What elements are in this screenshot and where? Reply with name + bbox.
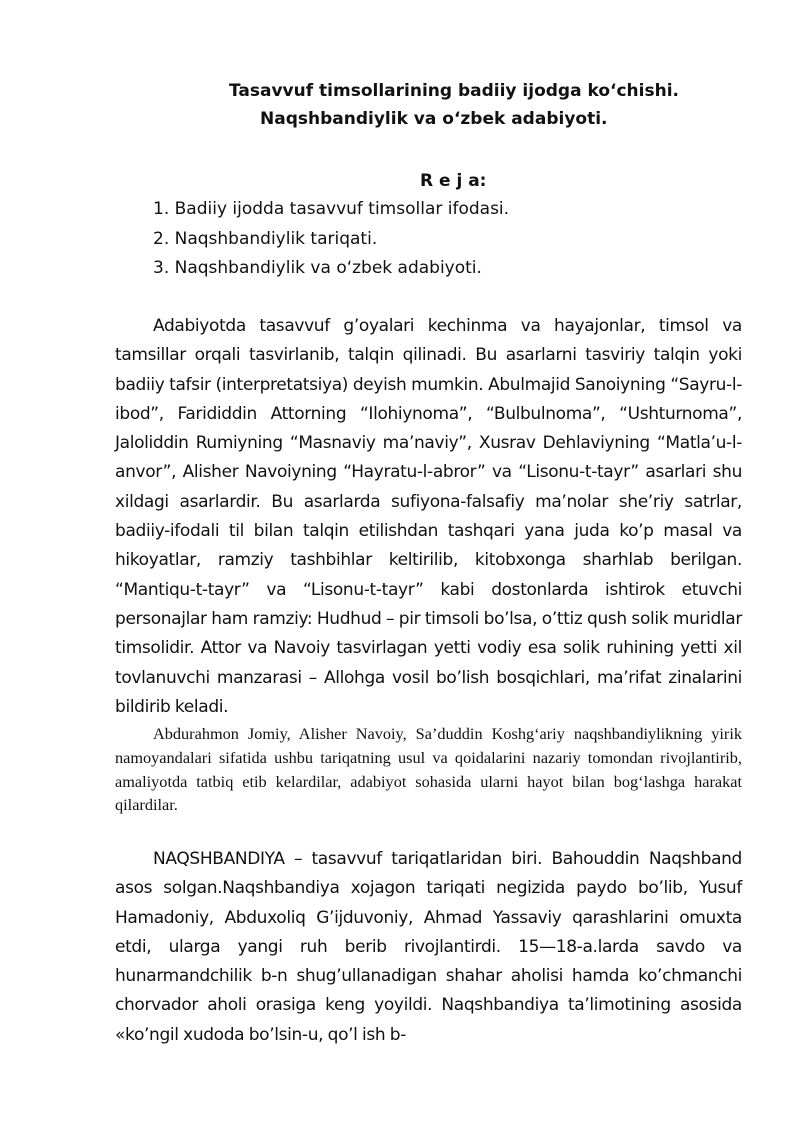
document-title-line-2: Naqshbandiylik va o‘zbek adabiyoti. [260, 109, 608, 129]
plan-item: 3. Naqshbandiylik va o‘zbek adabiyoti. [153, 258, 482, 278]
plan-item: 2. Naqshbandiylik tariqati. [153, 228, 378, 249]
paragraph-tasavvuf-symbols: Adabiyotda tasavvuf g’oyalari kechinma va hayajonlar, timsol va tamsillar orqali tasvirlanib, talqin qilinadi. Bu asarlarni tasviriy talqin yoki badiiy tafsir (interpretatsiya) deyish mumkin. Abulmajid Sanoiyning “Sayru-l-ibod”, Farididdin Attorning “Ilohiynoma”, “Bulbulnoma”, “Ushturnoma”, Jaloliddin Rumiyning “Masnaviy ma’naviy”, Xusrav Dehlaviyning “Matla’u-l-anvor”, Alisher Navoiyning “Hayratu-l-abror” va “Lisonu-t-tayr” asarlari shu xildagi asarlardir. Bu asarlarda sufiyona-falsafiy ma’nolar she’riy satrlar, badiiy-ifodali til bilan talqin etilishdan tashqari yana juda ko’p masal va hikoyatlar, ramziy tashbihlar keltirilib, kitobxonga sharhlab berilgan. “Mantiqu-t-tayr” va “Lisonu-t-tayr” kabi dostonlarda ishtirok etuvchi personajlar ham ramziy: Hudhud – pir timsoli bo’lsa, o’ttiz qush solik muridlar timsolidir. Attor va Navoiy tasvirlagan yetti vodiy esa solik ruhining yetti xil tovlanuvchi manzarasi – Allohga vosil bo’lish bosqichlari, ma’rifat zinalarini bildirib keladi. [115, 316, 742, 717]
paragraph-naqshbandiya-definition: NAQSHBANDIYA – tasavvuf tariqatlaridan biri. Bahouddin Naqshband asos solgan.Naqshbandiya xojagon tariqati negizida paydo bo’lib, Yusuf Hamadoniy, Abduxoliq G’ijduvoniy, Ahmad Yassaviy qarashlarini omuxta etdi, ularga yangi ruh berib rivojlantirdi. 15—18-a.larda savdo va hunarmandchilik b-n shug’ullanadigan shahar aholisi hamda ko’chmanchi chorvador aholi orasiga keng yoyildi. Naqshbandiya ta’limotining asosida «ko’ngil xudoda bo’lsin-u, qo’l ish b- [115, 849, 742, 1045]
paragraph-naqshbandi-figures: Abdurahmon Jomiy, Alisher Navoiy, Sa’duddin Koshg‘ariy naqshbandiylikning yirik namoyandalari sifatida ushbu tariqatning usul va qoidalarini nazariy tomondan rivojlantirib, amaliyotda tatbiq etib kelardilar, adabiyot sohasida ularni hayot bilan bog‘lashga harakat qilardilar. [115, 724, 742, 815]
plan-list [153, 195, 509, 284]
document-title-line-1: Tasavvuf timsollarining badiiy ijodga ko‘chishi. [229, 81, 679, 101]
plan-heading: R e j a: [420, 171, 487, 191]
plan-item: 1. Badiiy ijodda tasavvuf timsollar ifodasi. [153, 199, 510, 219]
